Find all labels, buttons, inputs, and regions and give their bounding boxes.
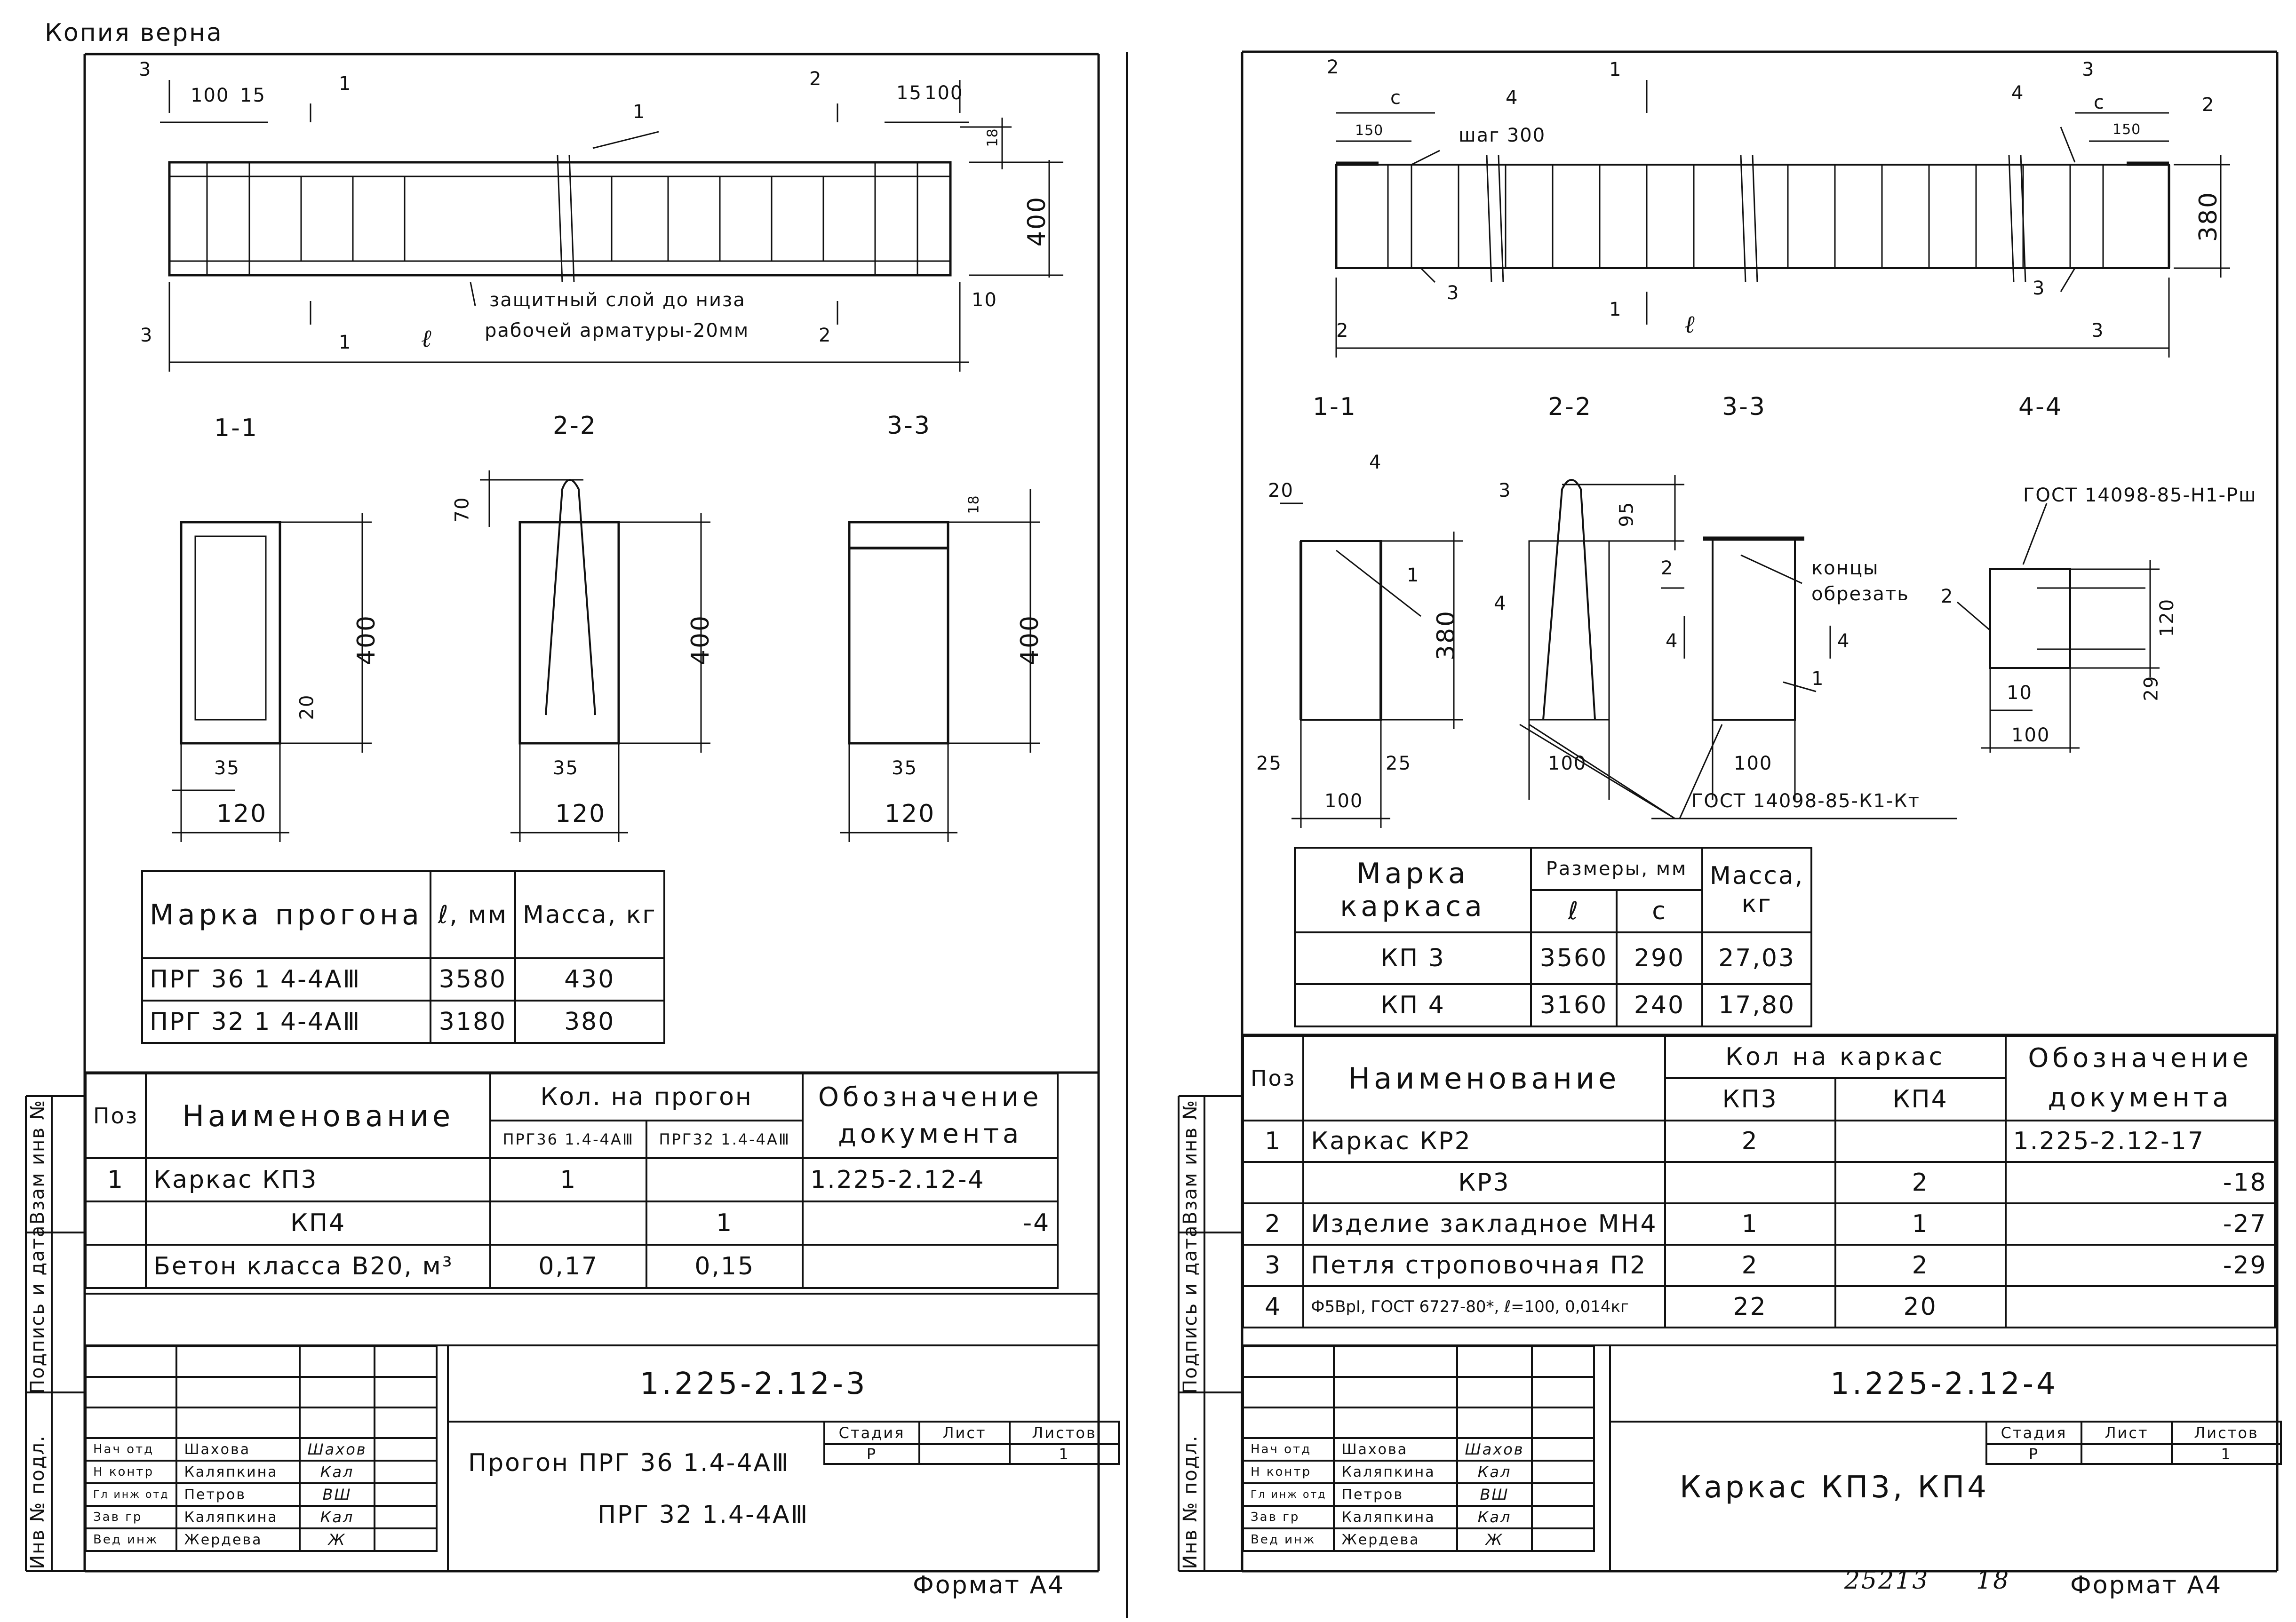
ends-cut-1: концы (1811, 557, 1879, 579)
row-pos: 1 (1243, 1121, 1303, 1162)
dim-100-left: 100 (191, 85, 230, 106)
copy-note: Копия верна (45, 19, 223, 47)
row-q1: 22 (1665, 1286, 1835, 1328)
dim-25-left: 25 (1256, 753, 1282, 774)
section-4-4-title: 4-4 (2018, 393, 2063, 421)
role: Зав гр (86, 1506, 176, 1528)
dim-400-s3: 400 (1016, 614, 1044, 666)
row-l: 3160 (1531, 984, 1617, 1026)
row-pos (86, 1245, 146, 1288)
footer-number: 25213 (1844, 1566, 1929, 1595)
row-q1: 0,17 (490, 1245, 646, 1288)
signature: Кал (1457, 1461, 1531, 1483)
right-stage-table (1985, 1421, 2282, 1465)
leader-3-right: 3 (2033, 278, 2046, 299)
dim-18-s3: 18 (965, 495, 982, 514)
header-pos: Поз (86, 1073, 146, 1158)
section-2-2-title: 2-2 (553, 412, 597, 440)
ends-cut-2: обрезать (1811, 583, 1909, 605)
row-mass: 17,80 (1702, 984, 1811, 1026)
header-qty: Кол. на прогон (490, 1073, 803, 1121)
signature: Кал (1457, 1506, 1531, 1528)
cut-mark-1-bottom: 1 (1609, 299, 1622, 320)
header-name: Наименование (1303, 1036, 1665, 1121)
header-qty: Кол на каркас (1665, 1036, 2006, 1078)
person-name: Каляпкина (1334, 1461, 1457, 1483)
side-label-inv: Инв № подл. (1180, 1435, 1201, 1569)
cut-mark-2-top: 2 (809, 68, 822, 90)
cut-mark-2-bottom: 2 (819, 325, 832, 346)
row-doc: -27 (2006, 1203, 2275, 1245)
signature: Шахов (300, 1438, 374, 1461)
signature: ВШ (1457, 1483, 1531, 1506)
right-mark-table (1294, 847, 1812, 1027)
dim-100-s4: 100 (2011, 724, 2050, 746)
cut-4-left: 4 (1666, 630, 1679, 652)
sheets: 1 (2172, 1444, 2281, 1464)
dim-10-beam: 10 (972, 289, 997, 311)
role: Нач отд (86, 1438, 176, 1461)
header-stage: Стадия (824, 1422, 919, 1444)
person-name: Петров (1334, 1483, 1457, 1506)
header-name: Наименование (146, 1073, 490, 1158)
row-name: Изделие закладное МН4 (1303, 1203, 1665, 1245)
role: Н контр (1243, 1461, 1334, 1483)
leader-1-s3: 1 (1811, 668, 1825, 690)
section-1-1-title: 1-1 (1313, 393, 1357, 421)
row-mass: 430 (515, 958, 664, 1001)
dim-15-left: 15 (240, 85, 266, 106)
row-q1 (1665, 1162, 1835, 1203)
footer-page: 18 (1976, 1566, 2010, 1595)
row-pos: 1 (86, 1158, 146, 1201)
dim-c-left: с (1390, 87, 1402, 109)
dim-35-s1: 35 (214, 757, 240, 779)
dim-400-s2: 400 (686, 614, 715, 666)
dim-100-right: 100 (925, 82, 964, 104)
sheet (2081, 1444, 2172, 1464)
right-format: Формат А4 (2070, 1571, 2223, 1599)
header-l: ℓ, мм (430, 871, 515, 958)
left-title-2: ПРГ 32 1.4-4АⅢ (598, 1501, 809, 1529)
dim-120-s2: 120 (555, 800, 606, 828)
dim-35-s3: 35 (892, 757, 917, 779)
row-name: Каркас КР2 (1303, 1121, 1665, 1162)
dim-l-beam: ℓ (421, 325, 433, 353)
section-3-3-title: 3-3 (1722, 393, 1766, 421)
side-label-replace: Взам инв № (27, 1099, 48, 1224)
row-q1 (490, 1201, 646, 1245)
person-name: Жердева (1334, 1528, 1457, 1551)
dim-c-right: с (2094, 92, 2105, 113)
left-stamp-people (85, 1345, 438, 1552)
header-mass: Масса, кг (515, 871, 664, 958)
dim-15-right: 15 (896, 82, 922, 104)
right-doc-code: 1.225-2.12-4 (1830, 1367, 2058, 1401)
cut-mark-2-top: 2 (1327, 56, 1340, 78)
row-mass: 27,03 (1702, 932, 1811, 984)
dim-120-s3: 120 (885, 800, 936, 828)
cut-mark-3-top: 3 (139, 59, 152, 80)
header-sheets: Листов (1010, 1422, 1119, 1444)
stage: Р (824, 1444, 919, 1464)
dim-100-s3: 100 (1734, 753, 1773, 774)
person-name: Петров (176, 1483, 300, 1506)
dim-380-s1: 380 (1432, 609, 1461, 661)
dim-95-s2: 95 (1616, 501, 1638, 527)
row-doc: -29 (2006, 1245, 2275, 1286)
row-q2: 2 (1835, 1162, 2006, 1203)
header-sheet: Лист (2081, 1422, 2172, 1444)
dim-150-right: 150 (2113, 121, 2141, 138)
dim-20-s1: 20 (296, 694, 318, 720)
dim-120-s4: 120 (2156, 598, 2178, 637)
row-mark: КП 3 (1295, 932, 1531, 984)
dim-20-s1: 20 (1268, 480, 1294, 501)
signature: Ж (300, 1528, 374, 1551)
header-size: Размеры, мм (1531, 848, 1702, 890)
person-name: Каляпкина (176, 1461, 300, 1483)
row-q2 (646, 1158, 803, 1201)
person-name: Шахова (176, 1438, 300, 1461)
person-name: Каляпкина (1334, 1506, 1457, 1528)
row-mark: ПРГ 36 1 4-4АⅢ (142, 958, 430, 1001)
side-label-sign: Подпись и дата (1180, 1224, 1201, 1394)
cut-mark-3-bottom: 3 (140, 325, 153, 346)
row-q1: 2 (1665, 1121, 1835, 1162)
role: Нач отд (1243, 1438, 1334, 1461)
role: Н контр (86, 1461, 176, 1483)
cut-mark-1-bottom: 1 (339, 332, 352, 353)
row-l: 3560 (1531, 932, 1617, 984)
dim-380-frame: 380 (2194, 191, 2223, 242)
signature: Кал (300, 1506, 374, 1528)
row-q2: 0,15 (646, 1245, 803, 1288)
header-qty-2: КП4 (1835, 1078, 2006, 1121)
dim-25-right: 25 (1386, 753, 1411, 774)
gost-bottom: ГОСТ 14098-85-К1-Кт (1691, 790, 1920, 812)
side-label-inv: Инв № подл. (27, 1435, 48, 1569)
dim-10-s4: 10 (2007, 682, 2033, 704)
role: Гл инж отд (86, 1483, 176, 1506)
leader-4-right: 4 (2011, 82, 2025, 104)
side-label-sign: Подпись и дата (27, 1224, 48, 1394)
signature: ВШ (300, 1483, 374, 1506)
leader-2-s4: 2 (1941, 586, 1954, 607)
cut-mark-1-top: 1 (1609, 59, 1622, 80)
row-mark: ПРГ 32 1 4-4АⅢ (142, 1001, 430, 1043)
right-title: Каркас КП3, КП4 (1680, 1470, 1989, 1505)
sheets: 1 (1010, 1444, 1119, 1464)
row-pos: 4 (1243, 1286, 1303, 1328)
cut-mark-3-top: 3 (2082, 59, 2095, 80)
header-stage: Стадия (1986, 1422, 2081, 1444)
sheet (919, 1444, 1010, 1464)
row-name: КП4 (146, 1201, 490, 1245)
row-pos: 3 (1243, 1245, 1303, 1286)
beam-leader-1: 1 (633, 101, 646, 123)
row-name: Бетон класса В20, м³ (146, 1245, 490, 1288)
leader-4-s1: 4 (1369, 452, 1382, 473)
leader-1-s1: 1 (1407, 565, 1420, 586)
signature: Шахов (1457, 1438, 1531, 1461)
row-mark: КП 4 (1295, 984, 1531, 1026)
signature: Кал (300, 1461, 374, 1483)
side-label-replace: Взам инв № (1180, 1099, 1201, 1224)
header-pos: Поз (1243, 1036, 1303, 1121)
row-q2: 20 (1835, 1286, 2006, 1328)
person-name: Шахова (1334, 1438, 1457, 1461)
dim-400-beam: 400 (1023, 195, 1052, 247)
right-spec-table (1242, 1035, 2276, 1328)
dim-29-s4: 29 (2140, 675, 2162, 701)
dim-l-frame: ℓ (1684, 310, 1696, 339)
row-pos: 2 (1243, 1203, 1303, 1245)
dim-400-s1: 400 (352, 614, 381, 666)
row-name: Каркас КП3 (146, 1158, 490, 1201)
row-q1: 1 (490, 1158, 646, 1201)
header-doc: Обозначение документа (803, 1073, 1058, 1158)
row-name: КР3 (1303, 1162, 1665, 1203)
left-format: Формат А4 (913, 1571, 1065, 1599)
row-q1: 2 (1665, 1245, 1835, 1286)
row-doc: 1.225-2.12-4 (803, 1158, 1058, 1201)
section-3-3-title: 3-3 (887, 412, 931, 440)
person-name: Жердева (176, 1528, 300, 1551)
header-mark: Марка каркаса (1295, 848, 1531, 932)
person-name: Каляпкина (176, 1506, 300, 1528)
header-qty-2: ПРГ32 1.4-4АⅢ (646, 1121, 803, 1158)
right-stamp-people (1242, 1345, 1595, 1552)
row-q1: 1 (1665, 1203, 1835, 1245)
section-1-1-title: 1-1 (214, 414, 258, 442)
header-qty-1: ПРГ36 1.4-4АⅢ (490, 1121, 646, 1158)
role: Вед инж (1243, 1528, 1334, 1551)
row-mass: 380 (515, 1001, 664, 1043)
leader-4-s2: 4 (1494, 593, 1507, 614)
row-pos (86, 1201, 146, 1245)
dim-35-s2: 35 (553, 757, 579, 779)
section-2-2-title: 2-2 (1548, 393, 1592, 421)
row-q2: 1 (1835, 1203, 2006, 1245)
header-doc: Обозначение документа (2006, 1036, 2275, 1121)
left-mark-table (141, 870, 665, 1044)
dim-70-s2: 70 (451, 496, 473, 523)
header-mass: Масса, кг (1702, 848, 1811, 932)
leader-3-s2: 3 (1499, 480, 1512, 501)
role: Зав гр (1243, 1506, 1334, 1528)
header-sheets: Листов (2172, 1422, 2281, 1444)
row-l: 3580 (430, 958, 515, 1001)
row-doc (803, 1245, 1058, 1288)
protective-layer-note-2: рабочей арматуры-20мм (485, 320, 749, 342)
left-title-1: Прогон ПРГ 36 1.4-4АⅢ (468, 1449, 790, 1477)
dim-150-left: 150 (1355, 122, 1384, 139)
role: Гл инж отд (1243, 1483, 1334, 1506)
signature: Ж (1457, 1528, 1531, 1551)
dim-18-beam: 18 (984, 128, 1001, 147)
row-c: 240 (1617, 984, 1702, 1026)
row-c: 290 (1617, 932, 1702, 984)
leader-2-s3: 2 (1661, 557, 1674, 579)
header-c: с (1617, 890, 1702, 932)
row-doc: -4 (803, 1201, 1058, 1245)
step-300: шаг 300 (1459, 125, 1546, 146)
leader-4-left: 4 (1506, 87, 1519, 109)
row-pos (1243, 1162, 1303, 1203)
cut-mark-1-top: 1 (339, 73, 352, 95)
row-name: Петля строповочная П2 (1303, 1245, 1665, 1286)
leader-3-left: 3 (1447, 282, 1460, 304)
row-q2: 1 (646, 1201, 803, 1245)
dim-100-s1: 100 (1324, 790, 1363, 812)
cut-4-right: 4 (1837, 630, 1850, 652)
header-mark: Марка прогона (142, 871, 430, 958)
row-name: Ф5ВрI, ГОСТ 6727-80*, ℓ=100, 0,014кг (1303, 1286, 1665, 1328)
left-doc-code: 1.225-2.12-3 (640, 1367, 868, 1401)
cut-mark-3-bottom: 3 (2091, 320, 2105, 342)
protective-layer-note-1: защитный слой до низа (489, 289, 746, 311)
cut-mark-2-bottom: 2 (1336, 320, 1349, 342)
gost-top: ГОСТ 14098-85-Н1-Рш (2023, 485, 2257, 506)
leader-2: 2 (2202, 94, 2215, 116)
row-l: 3180 (430, 1001, 515, 1043)
header-sheet: Лист (919, 1422, 1010, 1444)
row-doc (2006, 1286, 2275, 1328)
role: Вед инж (86, 1528, 176, 1551)
header-qty-1: КП3 (1665, 1078, 1835, 1121)
header-l: ℓ (1531, 890, 1617, 932)
dim-100-s2: 100 (1548, 753, 1587, 774)
left-stage-table (823, 1421, 1120, 1465)
row-q2 (1835, 1121, 2006, 1162)
row-doc: -18 (2006, 1162, 2275, 1203)
dim-120-s1: 120 (216, 800, 268, 828)
row-q2: 2 (1835, 1245, 2006, 1286)
row-doc: 1.225-2.12-17 (2006, 1121, 2275, 1162)
stage: Р (1986, 1444, 2081, 1464)
left-spec-table (85, 1073, 1059, 1289)
